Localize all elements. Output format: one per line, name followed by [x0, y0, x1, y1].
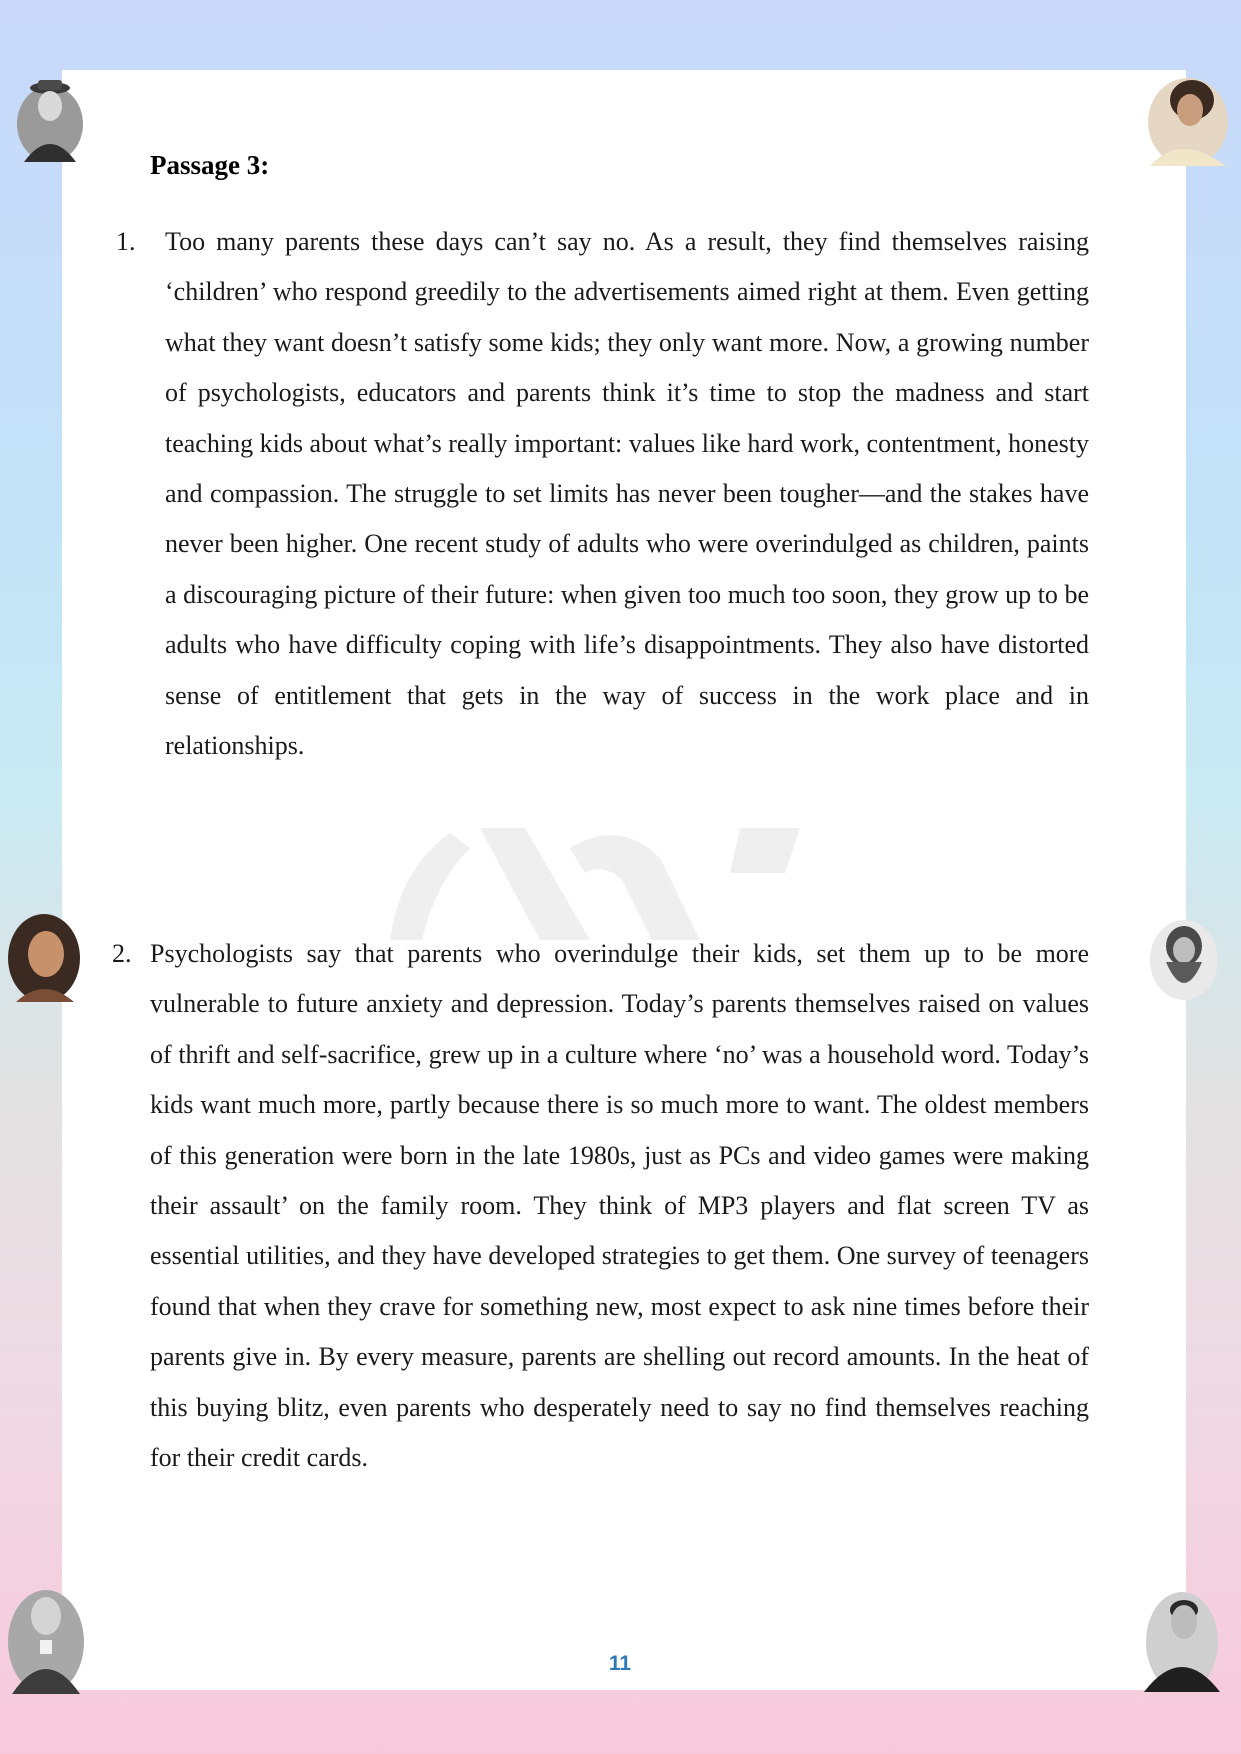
- portrait-icon-bottom-right: [1138, 1586, 1216, 1678]
- portrait-icon-top-left: [10, 74, 88, 166]
- paragraph-text: Psychologists say that parents who overindulge their kids, set them up to be more vulnerable to future anxiety and depression. Today’s parents themselves raised on values of thrift and self-sacrifice, grew up in a culture where ‘no’ was a household word. Today’s kids want much more, partly because there is so much more to want. The oldest members of this generation were born in the late 1980s, just as PCs and video games were making their assault’ on the family room. They think of MP3 players and flat screen TV as essential utilities, and they have developed strategies to get them. One survey of teenagers found that when they crave for something new, most expect to ask nine times before their parents give in. By every measure, parents are shelling out record amounts. In the heat of this buying blitz, even parents who desperately need to say no find themselves reaching for their credit cards.: [150, 939, 1089, 1473]
- logo-watermark-icon: [360, 828, 850, 940]
- portrait-icon-middle-right: [1144, 916, 1222, 1008]
- page-number: 11: [608, 1652, 632, 1675]
- passage-heading: Passage 3:: [150, 150, 270, 180]
- portrait-icon-middle-left: [4, 910, 82, 1002]
- portrait-icon-top-right: [1140, 70, 1218, 162]
- paragraph-text: Too many parents these days can’t say no. As a result, they find themselves raising ‘children’ who respond greedily to the advertisements aimed right at them. Even getting what they want doesn’t satisfy some kids; they only want more. Now, a growing number of psychologists, educators and parents think it’s time to stop the madness and start teaching kids about what’s really important: values like hard work, contentment, honesty and compassion. The struggle to set limits has never been tougher—and the stakes have never been higher. One recent study of adults who were overindulged as children, paints a discouraging picture of their future: when given too much too soon, they grow up to be adults who have difficulty coping with life’s disappointments. They also have distorted sense of entitlement that gets in the way of success in the work place and in relationships.: [165, 227, 1089, 761]
- paragraph-number: 2.: [112, 939, 132, 968]
- portrait-icon-bottom-left: [4, 1584, 82, 1676]
- paragraph-number: 1.: [116, 227, 136, 256]
